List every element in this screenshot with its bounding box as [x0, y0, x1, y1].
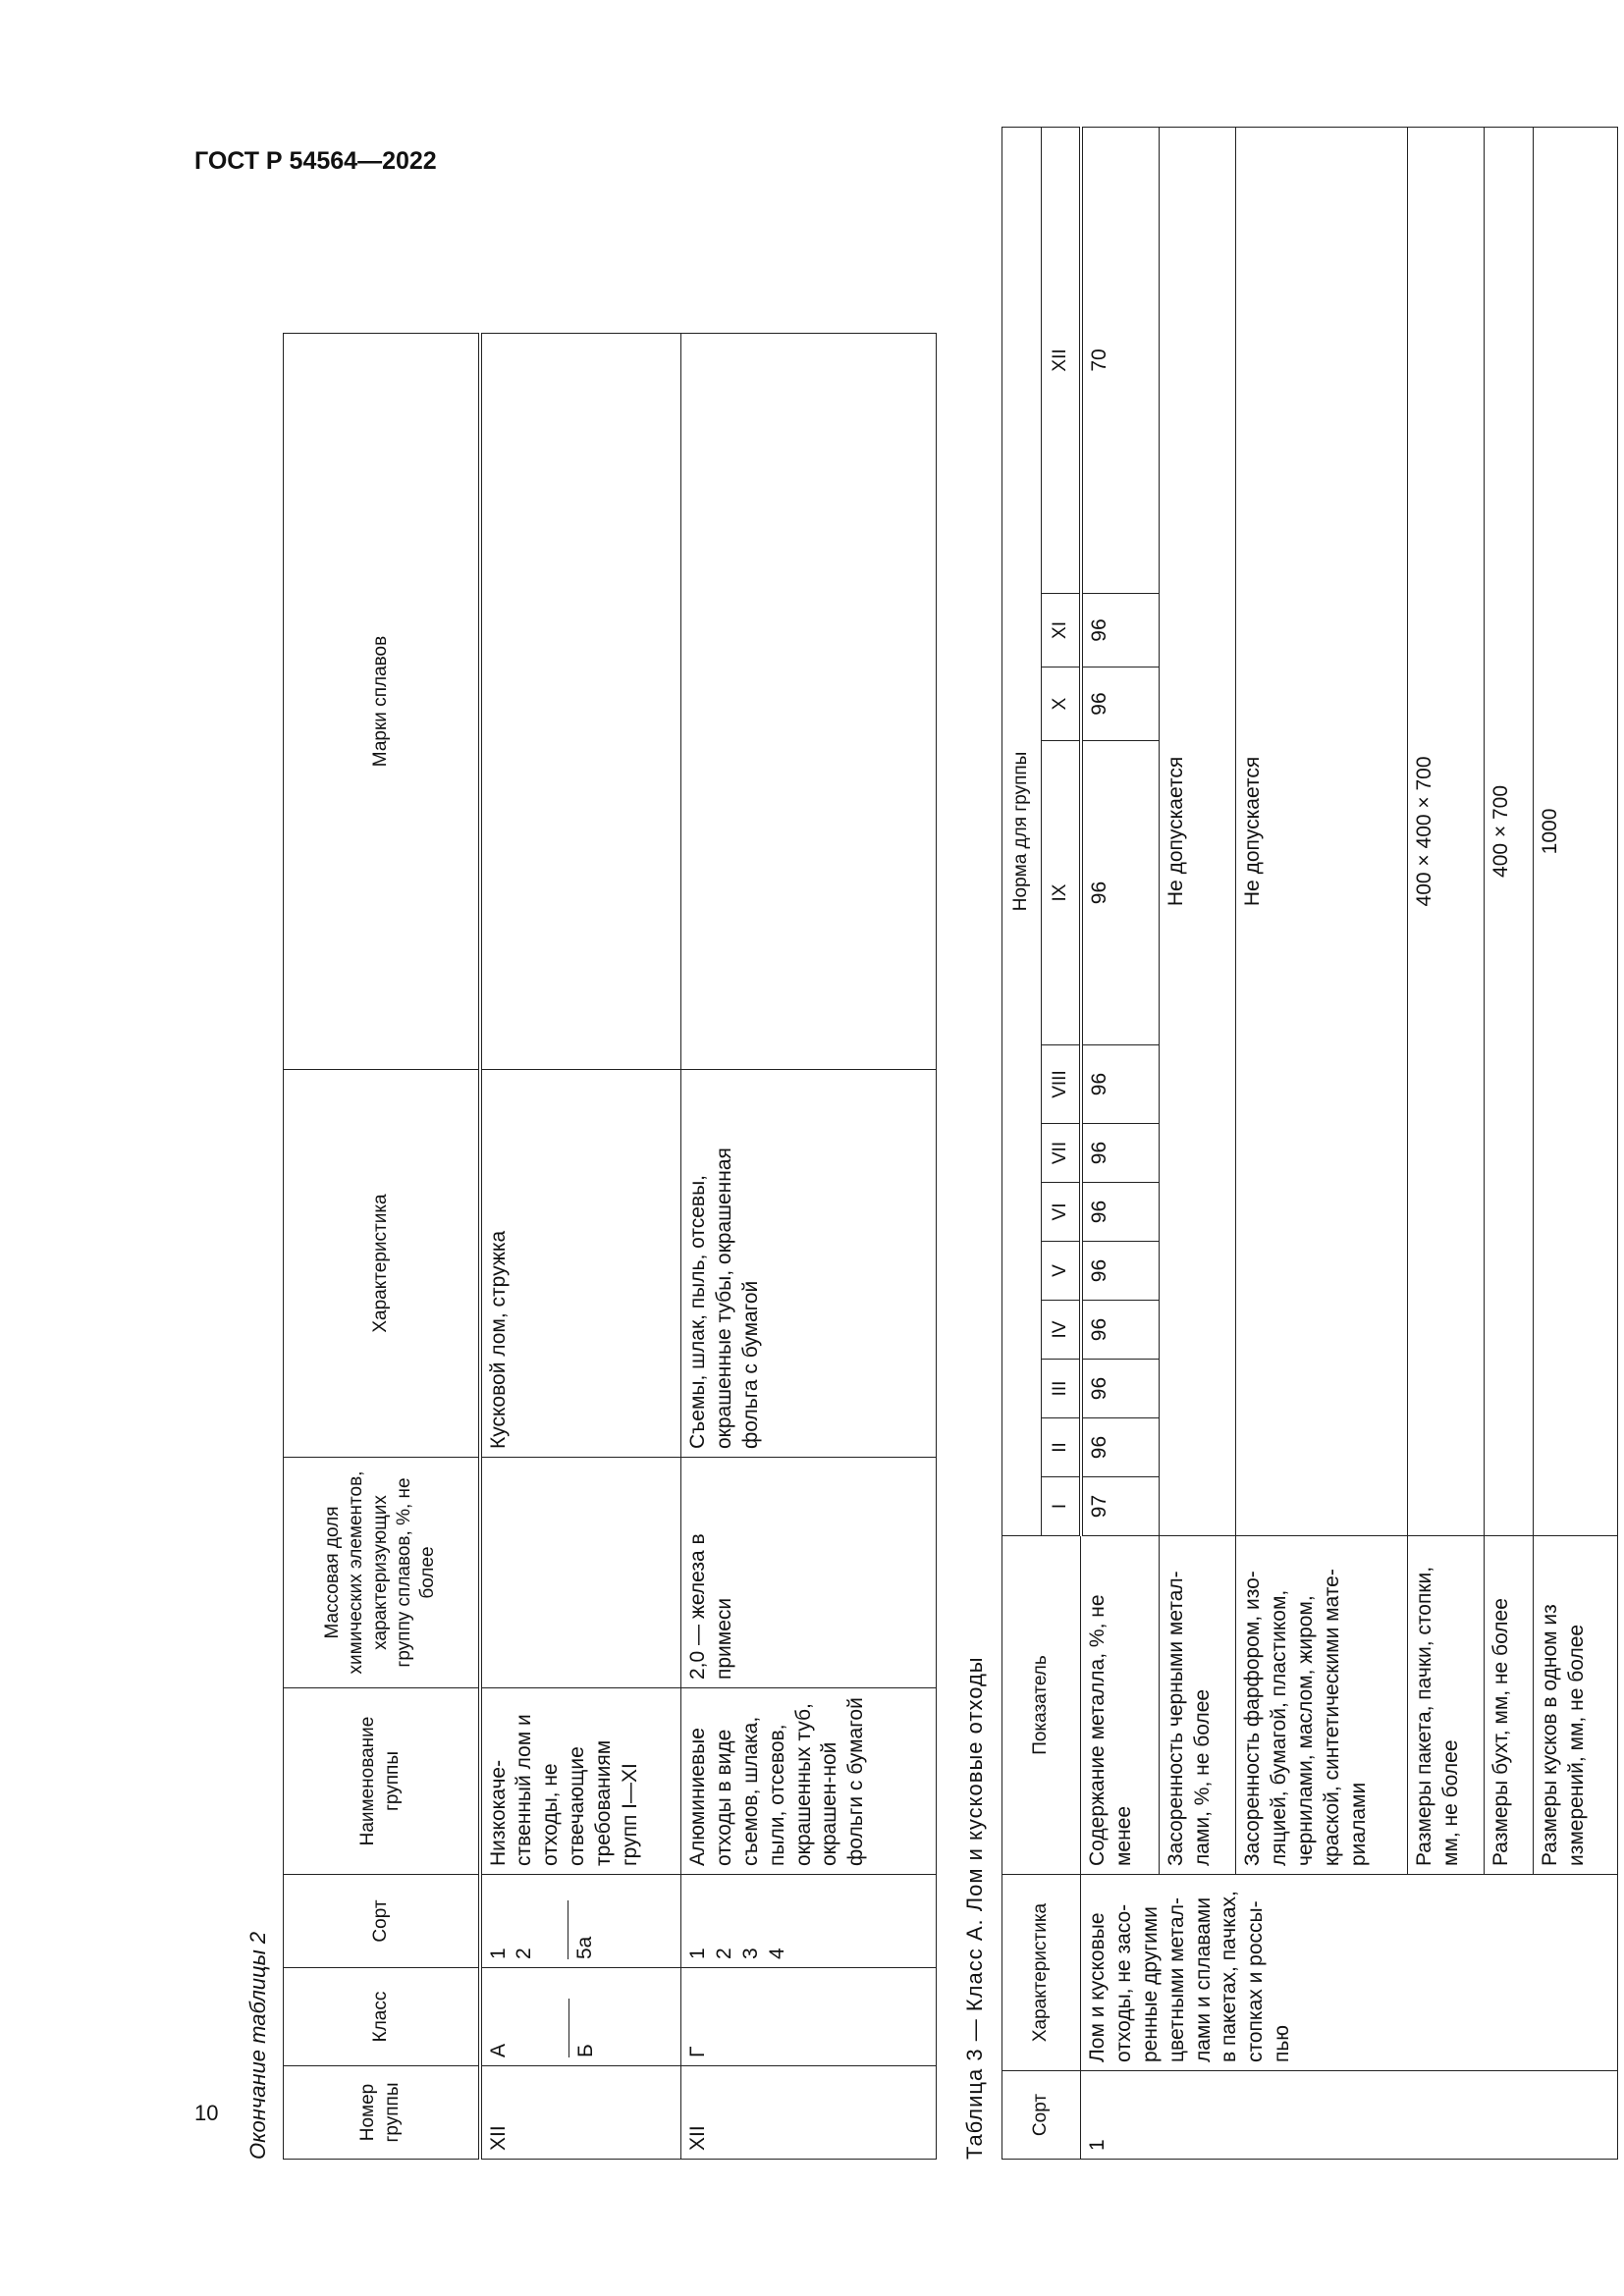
t2-r1-sort: [480, 1875, 681, 1968]
t3-r3-ind: Засоренность фарфором, изо-ляцией, бумагой, пластиком, чернилами, маслом, жиром, краской, синтетическими мате-риалами: [1236, 1536, 1408, 1875]
t3-g12: XII: [1042, 127, 1081, 593]
t3-r6-ind: Размеры кусков в одном из измерений, мм, не более: [1534, 1536, 1618, 1875]
t2-r2-char: Съемы, шлак, пыль, отсевы, окрашенные тубы, окрашенная фольга с бумагой: [681, 1070, 937, 1458]
t3-g9: IX: [1042, 741, 1081, 1045]
t2-h-class: Класс: [284, 1968, 480, 2066]
rotated-content: [245, 88, 1600, 2160]
t3-g7: VII: [1042, 1124, 1081, 1183]
t3-r3-norm: Не допускается: [1236, 127, 1408, 1535]
t2-r1-name: Низкокаче-ственный лом и отходы, не отвечающие требованиям групп I—XI: [480, 1688, 681, 1875]
t3-r1-v7: 96: [1081, 1124, 1160, 1183]
t3-sort: 1: [1081, 2071, 1618, 2160]
table-row: [480, 334, 681, 2160]
t3-h-char: Характеристика: [1002, 1875, 1081, 2071]
t3-r1-v1: 97: [1081, 1477, 1160, 1536]
table-row: [1160, 127, 1236, 2159]
t3-g3: III: [1042, 1360, 1081, 1418]
t2-r2-name: Алюминиевые отходы в виде съемов, шлака, пыли, отсевов, окрашенных туб, окрашен-ной фольги с бумагой: [681, 1688, 937, 1875]
table3: [1001, 127, 1618, 2160]
t3-h-sort: Сорт: [1002, 2071, 1081, 2160]
t3-g1: I: [1042, 1477, 1081, 1536]
t2-h-char: Характеристика: [284, 1070, 480, 1458]
t2-r1-sort-a: 1 2: [486, 1948, 536, 1959]
t2-h-name: Наименование группы: [284, 1688, 480, 1875]
t2-h-marks: Марки сплавов: [284, 334, 480, 1070]
t3-g5: V: [1042, 1242, 1081, 1301]
t3-r6-norm: 1000: [1534, 127, 1618, 1535]
t3-r1-v12: 70: [1081, 127, 1160, 593]
page-number: 10: [194, 2101, 219, 2125]
table-row: [1236, 127, 1408, 2159]
t2-h-sort: Сорт: [284, 1875, 480, 1968]
t2-r1-char: Кусковой лом, стружка: [480, 1070, 681, 1458]
t3-g2: II: [1042, 1418, 1081, 1477]
t3-r1-v11: 96: [1081, 594, 1160, 667]
t3-char: Лом и кусковые отходы, не засо-ренные другими цветными метал-лами и сплавами в пакетах, пачках, стопках и россы-пью: [1081, 1875, 1618, 2071]
t2-r2-class: Г: [681, 1968, 937, 2066]
t3-h-norm: Норма для группы: [1002, 127, 1042, 1535]
t3-r1-v2: 96: [1081, 1418, 1160, 1477]
t3-r2-ind: Засоренность черными метал-лами, %, не более: [1160, 1536, 1236, 1875]
t2-h-mass: Массовая доля химических элементов, характеризующих группу сплавов, %, не более: [284, 1458, 480, 1688]
table-row: [681, 334, 937, 2160]
t3-r1-v4: 96: [1081, 1301, 1160, 1360]
table-row: [1534, 127, 1618, 2159]
t3-g11: XI: [1042, 594, 1081, 667]
t2-r2-group: XII: [681, 2066, 937, 2160]
t2-h-group: Номер группы: [284, 2066, 480, 2160]
t3-r4-norm: 400 × 400 × 700: [1408, 127, 1485, 1535]
t3-r1-v5: 96: [1081, 1242, 1160, 1301]
t2-r2-mass: 2,0 — железа в примеси: [681, 1458, 937, 1688]
t3-g10: X: [1042, 667, 1081, 741]
table-row: [1081, 127, 1160, 2159]
table2: [283, 333, 937, 2160]
t2-r2-sort: 1 2 3 4: [681, 1875, 937, 1968]
t3-r5-ind: Размеры бухт, мм, не более: [1485, 1536, 1534, 1875]
table2-caption: Окончание таблицы 2: [245, 1931, 270, 2160]
t3-r1-v8: 96: [1081, 1045, 1160, 1124]
t3-r1-v10: 96: [1081, 667, 1160, 741]
t3-r1-ind: Содержание металла, %, не менее: [1081, 1536, 1160, 1875]
t3-r2-norm: Не допускается: [1160, 127, 1236, 1535]
t3-g4: IV: [1042, 1301, 1081, 1360]
t3-h-ind: Показатель: [1002, 1536, 1081, 1875]
t2-r1-marks: [480, 334, 681, 1070]
t2-r1-class: [480, 1968, 681, 2066]
table3-caption: Таблица 3 — Класс А. Лом и кусковые отходы: [962, 1656, 987, 2160]
t3-g6: VI: [1042, 1183, 1081, 1242]
t2-r2-marks: [681, 334, 937, 1070]
t3-g8: VIII: [1042, 1045, 1081, 1124]
t3-r1-v3: 96: [1081, 1360, 1160, 1418]
t3-r1-v9: 96: [1081, 741, 1160, 1045]
t2-r1-group: XII: [480, 2066, 681, 2160]
t2-r1-mass: [480, 1458, 681, 1688]
table-row: [1485, 127, 1534, 2159]
t2-r1-sort-b: 5а: [568, 1900, 599, 1959]
t3-r4-ind: Размеры пакета, пачки, стопки, мм, не более: [1408, 1536, 1485, 1875]
table-row: [1408, 127, 1485, 2159]
t2-r1-class-a: А: [486, 2043, 510, 2057]
t3-r5-norm: 400 × 700: [1485, 127, 1534, 1535]
table3-header-row: [1002, 127, 1042, 2159]
document-header: ГОСТ Р 54564—2022: [194, 147, 437, 175]
t3-r1-v6: 96: [1081, 1183, 1160, 1242]
table2-header-row: [284, 334, 480, 2160]
t2-r1-class-b: Б: [568, 1999, 600, 2057]
